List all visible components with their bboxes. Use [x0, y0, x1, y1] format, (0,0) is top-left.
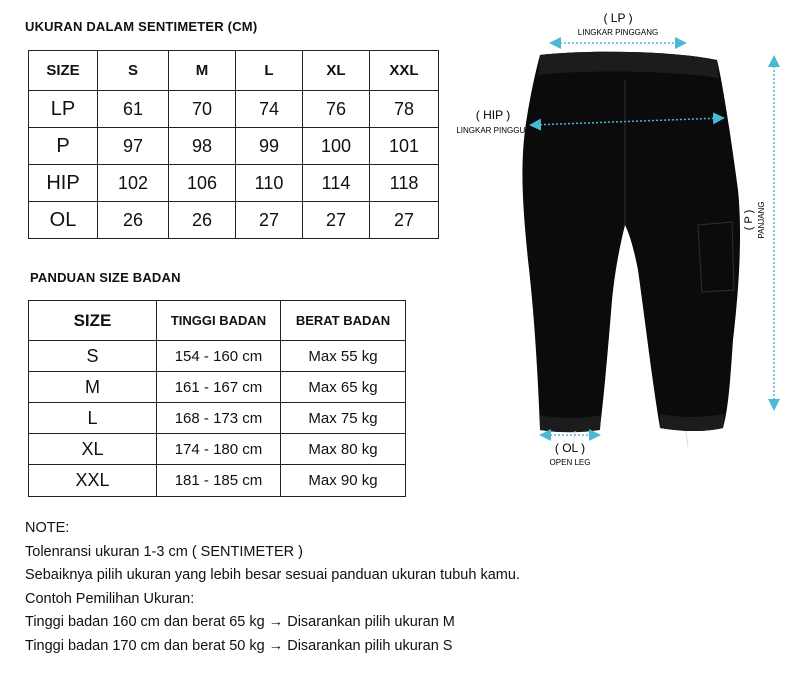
size-chart-header-cell: S: [98, 51, 169, 91]
hip-code-label: ( HIP ): [475, 108, 511, 122]
size-value: 118: [370, 165, 439, 202]
size-chart-header-cell: M: [169, 51, 236, 91]
body-guide-header-row: [29, 301, 406, 341]
p-code-label: ( P ): [743, 209, 755, 231]
size-chart-header-row: [29, 51, 439, 91]
weight-max: Max 90 kg: [281, 465, 406, 497]
size-value: 114: [303, 165, 370, 202]
pants-body: [522, 52, 740, 432]
weight-max: Max 65 kg: [281, 372, 406, 403]
weight-max: Max 80 kg: [281, 434, 406, 465]
size-value: 110: [236, 165, 303, 202]
weight-max: Max 55 kg: [281, 341, 406, 372]
measurement-label: OL: [29, 202, 98, 239]
body-guide-header-cell: SIZE: [29, 301, 157, 341]
size-value: 98: [169, 128, 236, 165]
measurement-label: LP: [29, 91, 98, 128]
body-guide-row: [29, 341, 406, 372]
size-value: 97: [98, 128, 169, 165]
height-range: 161 - 167 cm: [157, 372, 281, 403]
size-value: 27: [303, 202, 370, 239]
size-value: 26: [98, 202, 169, 239]
note-line: Tinggi badan 160 cm dan berat 65 kg → Disarankan pilih ukuran M: [25, 614, 455, 630]
body-guide-title: PANDUAN SIZE BADAN: [30, 270, 181, 285]
p-name-label: PANJANG: [757, 201, 766, 239]
lp-code-label: ( LP ): [603, 11, 633, 25]
size-label: S: [29, 341, 157, 372]
size-label: M: [29, 372, 157, 403]
size-chart-header-cell: XL: [303, 51, 370, 91]
body-guide-header-cell: TINGGI BADAN: [157, 301, 281, 341]
notes-block: [25, 517, 520, 658]
size-value: 78: [370, 91, 439, 128]
size-chart-row: [29, 128, 439, 165]
body-guide-table: [28, 300, 406, 497]
body-guide-header-cell: BERAT BADAN: [281, 301, 406, 341]
ol-name-label: OPEN LEG: [549, 458, 591, 467]
note-heading: NOTE:: [25, 520, 70, 536]
size-chart-row: [29, 91, 439, 128]
note-line: Contoh Pemilihan Ukuran:: [25, 590, 195, 607]
size-value: 76: [303, 91, 370, 128]
note-line: Tolenransi ukuran 1-3 cm ( SENTIMETER ): [25, 543, 303, 560]
pants-image: [522, 52, 740, 447]
size-label: XL: [29, 434, 157, 465]
size-chart-row: [29, 165, 439, 202]
body-guide-row: [29, 372, 406, 403]
size-value: 61: [98, 91, 169, 128]
size-value: 27: [236, 202, 303, 239]
size-value: 102: [98, 165, 169, 202]
size-value: 27: [370, 202, 439, 239]
body-guide-row: [29, 434, 406, 465]
size-label: L: [29, 403, 157, 434]
size-value: 100: [303, 128, 370, 165]
size-value: 70: [169, 91, 236, 128]
pants-diagram: [440, 0, 800, 480]
body-guide-row: [29, 465, 406, 497]
note-line: Sebaiknya pilih ukuran yang lebih besar sesuai panduan ukuran tubuh kamu.: [25, 567, 520, 583]
hip-name-label: LINGKAR PINGGUL: [456, 126, 530, 135]
note-line: Tinggi badan 170 cm dan berat 50 kg → Disarankan pilih ukuran S: [25, 637, 453, 654]
weight-max: Max 75 kg: [281, 403, 406, 434]
drawcord-right: [686, 431, 688, 447]
height-range: 154 - 160 cm: [157, 341, 281, 372]
size-chart-table: [28, 50, 439, 239]
height-range: 181 - 185 cm: [157, 465, 281, 497]
size-chart-header-cell: XXL: [370, 51, 439, 91]
height-range: 174 - 180 cm: [157, 434, 281, 465]
size-value: 101: [370, 128, 439, 165]
ol-code-label: ( OL ): [554, 441, 586, 455]
size-chart-header-cell: SIZE: [29, 51, 98, 91]
size-value: 106: [169, 165, 236, 202]
size-value: 74: [236, 91, 303, 128]
size-chart-header-cell: L: [236, 51, 303, 91]
body-guide-row: [29, 403, 406, 434]
size-chart-row: [29, 202, 439, 239]
size-value: 99: [236, 128, 303, 165]
lp-name-label: LINGKAR PINGGANG: [577, 28, 659, 37]
size-value: 26: [169, 202, 236, 239]
height-range: 168 - 173 cm: [157, 403, 281, 434]
size-label: XXL: [29, 465, 157, 497]
size-chart-title: UKURAN DALAM SENTIMETER (CM): [25, 19, 258, 34]
measurement-label: HIP: [29, 165, 98, 202]
measurement-label: P: [29, 128, 98, 165]
